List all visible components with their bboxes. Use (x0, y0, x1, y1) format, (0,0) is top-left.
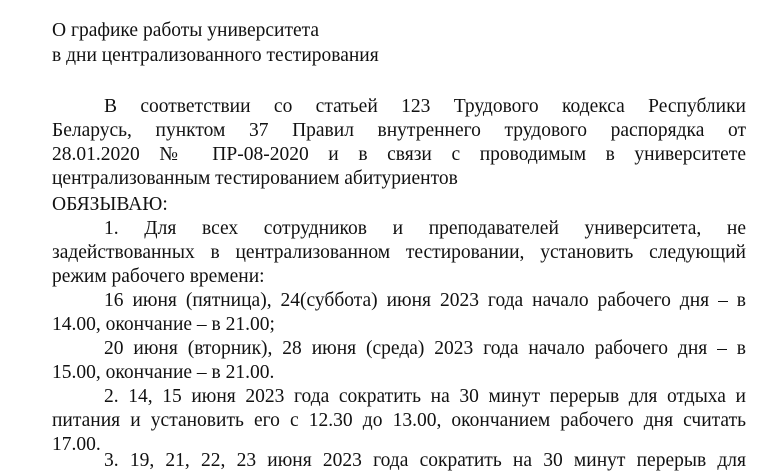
preamble-line-4: централизованным тестированием абитуриентов (52, 168, 458, 189)
preamble-line-1: В соответствии со статьей 123 Трудового кодекса Республики (104, 96, 746, 117)
item-1-line-2: задействованных в централизованном тестировании, установить следующий (52, 242, 746, 263)
item-1-line-3: режим рабочего времени: (52, 266, 265, 287)
document-title-line-2: в дни централизованного тестирования (52, 45, 379, 66)
item-2-line-1: 2. 14, 15 июня 2023 года сократить на 30 минут перерыв для отдыха и (104, 386, 746, 407)
item-2-line-3: 17.00. (52, 434, 101, 455)
item-1-line-1: 1. Для всех сотрудников и преподавателей университета, не (104, 218, 746, 239)
item-1-sub-1-line-2: 14.00, окончание – в 21.00; (52, 314, 275, 335)
item-3-line-1-partial: 3. 19, 21, 22, 23 июня 2023 года сократить на 30 минут перерыв для (104, 450, 746, 471)
item-1-sub-2-line-2: 15.00, окончание – в 21.00. (52, 362, 275, 383)
preamble-line-2: Беларусь, пунктом 37 Правил внутреннего трудового распорядка от (52, 120, 746, 141)
document-title-line-1: О графике работы университета (52, 20, 320, 41)
item-1-sub-1-line-1: 16 июня (пятница), 24(суббота) июня 2023 года начало рабочего дня – в (104, 290, 746, 311)
order-word: ОБЯЗЫВАЮ: (52, 194, 168, 215)
item-1-sub-2-line-1: 20 июня (вторник), 28 июня (среда) 2023 года начало рабочего дня – в (104, 338, 746, 359)
preamble-line-3: 28.01.2020 № ПР-08-2020 и в связи с проводимым в университете (52, 144, 746, 165)
item-2-line-2: питания и установить его с 12.30 до 13.00, окончанием рабочего дня считать (52, 410, 746, 431)
